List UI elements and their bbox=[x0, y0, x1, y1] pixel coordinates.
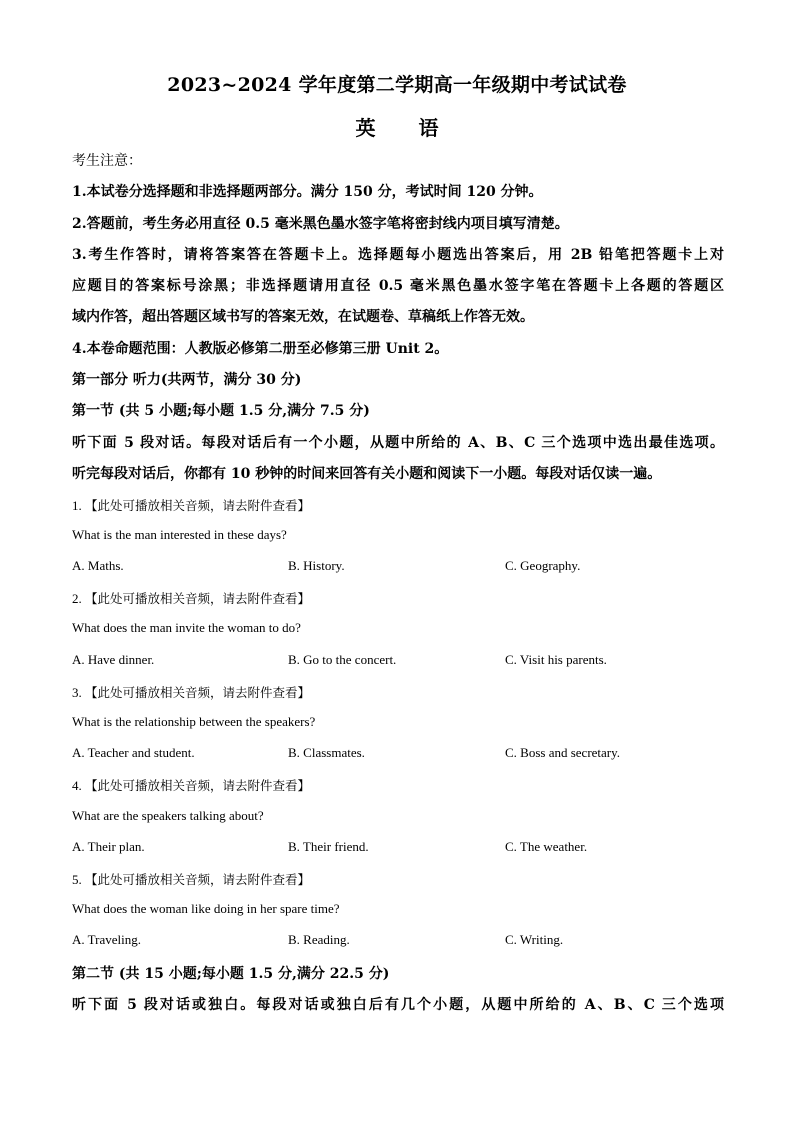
section1-heading: 第一节 (共 5 小题;每小题 1.5 分,满分 7.5 分) bbox=[72, 403, 370, 419]
question-4-option-a: A. Their plan. bbox=[72, 839, 145, 854]
audio-attachment-link[interactable]: 【此处可播放相关音频，请去附件查看】 bbox=[85, 872, 311, 887]
notice-item-3-cont-1: 应题目的答案标号涂黑；非选择题请用直径 0.5 毫米黑色墨水签字笔在答题卡上各题的答题区 bbox=[72, 278, 724, 294]
question-4-option-c: C. The weather. bbox=[505, 839, 588, 854]
question-number: 4. bbox=[72, 778, 82, 793]
question-2-option-a: A. Have dinner. bbox=[72, 652, 155, 667]
question-3-audio bbox=[72, 683, 310, 701]
question-number: 5. bbox=[72, 872, 82, 887]
notice-item-2: 2.答题前，考生务必用直径 0.5 毫米黑色墨水签字笔将密封线内项目填写清楚。 bbox=[72, 216, 569, 232]
question-2-option-b: B. Go to the concert. bbox=[288, 652, 397, 667]
question-1-option-c: C. Geography. bbox=[505, 558, 581, 573]
question-number: 3. bbox=[72, 685, 82, 700]
question-1-option-b: B. History. bbox=[288, 558, 345, 573]
subject-title: 英 语 bbox=[355, 116, 457, 140]
question-1-option-a: A. Maths. bbox=[72, 558, 124, 573]
question-4-audio bbox=[72, 776, 310, 794]
notice-item-3-cont-2: 域内作答，超出答题区域书写的答案无效，在试题卷、草稿纸上作答无效。 bbox=[72, 309, 534, 325]
section2-heading: 第二节 (共 15 小题;每小题 1.5 分,满分 22.5 分) bbox=[72, 966, 390, 982]
audio-attachment-link[interactable]: 【此处可播放相关音频，请去附件查看】 bbox=[85, 591, 311, 606]
question-number: 1. bbox=[72, 498, 82, 513]
question-2-text: What does the man invite the woman to do? bbox=[72, 620, 301, 635]
audio-attachment-link[interactable]: 【此处可播放相关音频，请去附件查看】 bbox=[85, 778, 311, 793]
notice-heading: 考生注意： bbox=[72, 153, 142, 169]
question-5-option-a: A. Traveling. bbox=[72, 932, 141, 947]
audio-attachment-link[interactable]: 【此处可播放相关音频，请去附件查看】 bbox=[85, 498, 311, 513]
section1-instruction-2: 听完每段对话后，你都有 10 秒钟的时间来回答有关小题和阅读下一小题。每段对话仅读一遍。 bbox=[72, 466, 662, 482]
question-5-option-c: C. Writing. bbox=[505, 932, 564, 947]
question-3-option-b: B. Classmates. bbox=[288, 745, 365, 760]
notice-item-1: 1.本试卷分选择题和非选择题两部分。满分 150 分，考试时间 120 分钟。 bbox=[72, 184, 543, 200]
question-number: 2. bbox=[72, 591, 82, 606]
question-5-audio bbox=[72, 870, 310, 888]
question-1-text: What is the man interested in these days? bbox=[72, 527, 287, 542]
question-2-audio bbox=[72, 589, 310, 607]
notice-item-3: 3.考生作答时，请将答案答在答题卡上。选择题每小题选出答案后，用 2B 铅笔把答题卡上对 bbox=[72, 247, 724, 263]
part1-heading: 第一部分 听力(共两节，满分 30 分) bbox=[72, 372, 302, 388]
question-4-option-b: B. Their friend. bbox=[288, 839, 369, 854]
question-3-option-a: A. Teacher and student. bbox=[72, 745, 195, 760]
question-3-text: What is the relationship between the speakers? bbox=[72, 714, 316, 729]
section2-instruction: 听下面 5 段对话或独白。每段对话或独白后有几个小题，从题中所给的 A、B、C 三个选项 bbox=[72, 997, 724, 1013]
notice-item-4: 4.本卷命题范围：人教版必修第二册至必修第三册 Unit 2。 bbox=[72, 341, 449, 357]
audio-attachment-link[interactable]: 【此处可播放相关音频，请去附件查看】 bbox=[85, 685, 311, 700]
question-4-text: What are the speakers talking about? bbox=[72, 808, 264, 823]
question-2-option-c: C. Visit his parents. bbox=[505, 652, 607, 667]
question-1-audio bbox=[72, 496, 310, 514]
question-5-option-b: B. Reading. bbox=[288, 932, 350, 947]
section1-instruction-1: 听下面 5 段对话。每段对话后有一个小题，从题中所给的 A、B、C 三个选项中选出最佳选项。 bbox=[72, 435, 724, 451]
question-3-option-c: C. Boss and secretary. bbox=[505, 745, 621, 760]
exam-title: 2023~2024 学年度第二学期高一年级期中考试试卷 bbox=[167, 74, 627, 96]
question-5-text: What does the woman like doing in her spare time? bbox=[72, 901, 340, 916]
